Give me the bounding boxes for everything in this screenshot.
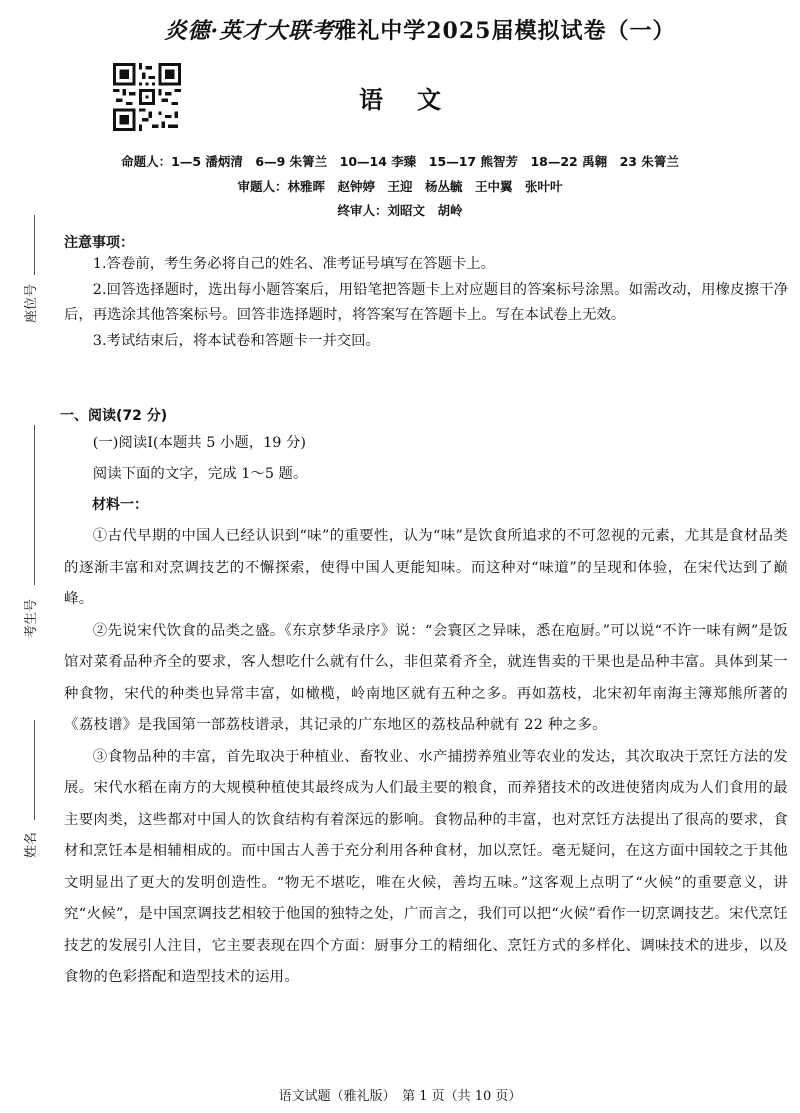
passage-paragraph: ③食物品种的丰富，首先取决于种植业、畜牧业、水产捕捞养殖业等农业的发达，其次取决于烹饪方法的发展。宋代水稻在南方的大规模种植使其最终成为人们最主要的粮食，而养猪技术的改进使猪肉成为人们食用的最主要肉类，这些都对中国人的饮食结构有着深远的影响。食物品种的丰富，也对烹饪方法提出了很高的要求，食材和烹饪本是相辅相成的。而中国古人善于充分利用各种食材，加以烹饪。毫无疑问，在这方面中国较之于其他文明显出了更大的发明创造性。“物无不堪吃，唯在火候，善均五味。”这客观上点明了“火候”的重要意义，讲究“火候”，是中国烹调技艺相较于他国的独特之处，广而言之，我们可以把“火候”看作一切烹调技艺。宋代烹饪技艺的发展引人注目，它主要表现在四个方面：厨事分工的精细化、烹饪方式的多样化、调味技术的进步，以及食物的色彩搭配和造型技术的运用。 (64, 748, 788, 985)
exam-brand: 炎德·英才大联考 (164, 18, 335, 44)
final-reviewers-label: 终审人： (337, 203, 388, 218)
exam-number-fill-line (34, 425, 35, 585)
passage-paragraph: ①古代早期的中国人已经认识到“味”的重要性，认为“味”是饮食所追求的不可忽视的元素，尤其是食材品类的逐渐丰富和对烹调技艺的不懈探索，使得中国人更能知味。而这种对“味道”的呈现和体验，在宋代达到了巅峰。 (64, 528, 788, 607)
notice-section (64, 232, 788, 354)
authors-label: 命题人： (121, 154, 172, 169)
notice-item: 2.回答选择题时，选出每小题答案后，用铅笔把答题卡上对应题目的答案标号涂黑。如需改动，用橡皮擦干净后，再选涂其他答案标号。回答非选择题时，将答案写在答题卡上。写在本试卷上无效。 (64, 281, 788, 323)
authors-list: 1—5 潘炳清 6—9 朱箐兰 10—14 李臻 15—17 熊智芳 18—22 禹翱 23 朱箐兰 (171, 154, 679, 169)
material-label: 材料一： (92, 497, 148, 513)
authors-line (0, 152, 800, 170)
sub-section-heading: (一)阅读Ⅰ(本题共 5 小题，19 分) (92, 435, 307, 451)
final-reviewers-list: 刘昭文 胡岭 (387, 203, 463, 218)
seat-number-label: 座位号 (24, 283, 39, 323)
seat-fill-line (34, 215, 35, 275)
page-footer: 语文试题（雅礼版） 第 1 页（共 10 页） (278, 1089, 522, 1104)
exam-number-label: 考生号 (24, 598, 39, 638)
reviewers-label: 审题人： (237, 179, 288, 194)
section-heading: 一、阅读(72 分) (60, 408, 168, 424)
exam-title (150, 14, 690, 45)
name-fill-line (34, 720, 35, 820)
reviewers-line (0, 177, 800, 195)
notice-heading: 注意事项： (64, 235, 134, 251)
final-reviewers-line (0, 201, 800, 219)
name-label: 姓名 (24, 831, 39, 858)
instruction-text: 阅读下面的文字，完成 1～5 题。 (92, 466, 308, 482)
exam-title-text: 雅礼中学2025届模拟试卷（一） (334, 18, 676, 44)
notice-item: 1.答卷前，考生务必将自己的姓名、准考证号填写在答题卡上。 (92, 256, 496, 272)
notice-item: 3.考试结束后，将本试卷和答题卡一并交回。 (92, 332, 380, 349)
subject-title: 语文 (359, 85, 475, 114)
reviewers-list: 林雅晖 赵钟婷 王迎 杨丛毓 王中翼 张叶叶 (287, 179, 563, 194)
passage-paragraph: ②先说宋代饮食的品类之盛。《东京梦华录序》说：“会寰区之异味，悉在庖厨。”可以说“不许一味有阙”是饭馆对菜肴品种齐全的要求，客人想吃什么就有什么，非但菜肴齐全，就连售卖的干果也是品种丰富。具体到某一种食物，宋代的种类也异常丰富，如橄榄，岭南地区就有五种之多。再如荔枝，北宋初年南海主簿郑熊所著的《荔枝谱》是我国第一部荔枝谱录，其记录的广东地区的荔枝品种就有 22 种之多。 (64, 622, 788, 733)
reading-section (60, 404, 788, 994)
